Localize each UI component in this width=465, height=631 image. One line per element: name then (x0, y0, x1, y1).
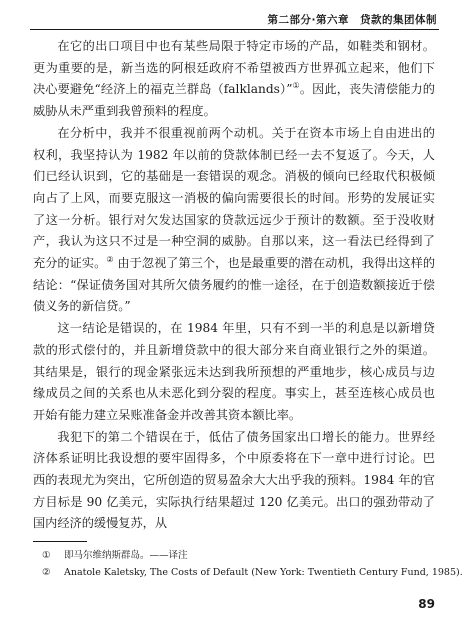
footnote-1-text: 即马尔维纳斯群岛。——译注 (64, 550, 188, 561)
footnote-ref-1[interactable]: ① (292, 81, 300, 91)
footnote-ref-2[interactable]: ② (106, 254, 114, 264)
paragraph-2 (33, 123, 435, 318)
paragraph-1 (33, 36, 435, 123)
footnote-2-mark: ② (42, 567, 51, 578)
footnote-2-text: Anatole Kaletsky, The Costs of Default (New York: Twentieth Century Fund, 1985). (64, 567, 463, 578)
footnote-2 (42, 564, 463, 581)
paragraph-2-tail: 由于忽视了第三个，也是最重要的潜在动机，我得出这样的结论：“保证债务国对其所欠债务履约的惟一途径，在于创造数额接近于偿债义务的新信贷。” (33, 256, 436, 314)
footnote-1-mark: ① (42, 550, 51, 561)
paragraph-4-text: 我犯下的第二个错误在于，低估了债务国家出口增长的能力。世界经济体系证明比我设想的要牢固得多，个中原委将在下一章中进行讨论。巴西的表现尤为突出，它所创造的贸易盈余大大出乎我的预料。1984 年的官方目标是 90 亿美元，实际执行结果超过 120 亿美元。出口的强劲带动了国内经济的缓慢复苏，从 (33, 429, 435, 531)
page-number: 89 (418, 597, 435, 611)
footnotes (42, 547, 463, 581)
paragraph-3-text: 这一结论是错误的，在 1984 年里，只有不到一半的利息是以新增贷款的形式偿付的，并且新增贷款中的很大部分来自商业银行之外的渠道。其结果是，银行的现金紧张远未达到我所预想的严重地步，核心成员与边缘成员之间的关系也从未恶化到分裂的程度。事实上，甚至连核心成员也开始有能力建立呆账准备金并改善其资本额比率。 (33, 321, 435, 422)
paragraph-4 (33, 427, 435, 536)
paragraph-2-text: 在分析中，我并不很重视前两个动机。关于在资本市场上自由进出的权利，我坚持认为 1982 年以前的贷款体制已经一去不复返了。今天，人们已经认识到，它的基础是一套错误的观念。消极的倾向已经取代积极倾向占了上风，而要克服这一消极的偏向需要很长的时间。形势的发展证实了这一分析。银行对欠发达国家的贷款远远少于预计的数额。至于没收财产，我认为这只不过是一种空洞的威胁。自那以来，这一看法已经得到了充分的证实。 (33, 125, 435, 271)
paragraph-1-tail: 。因此，丧失清偿能力的威胁从未严重到我曾预料的程度。 (33, 82, 435, 119)
running-header: 第二部分·第六章 贷款的集团体制 (267, 14, 437, 26)
paragraph-1-text: 在它的出口项目中也有某些局限于特定市场的产品，如鞋类和钢材。更为重要的是，新当选的阿根廷政府不希望被西方世界孤立起来，他们下决心要避免“经济上的福克兰群岛（falklands）” (33, 39, 435, 97)
header-rule (30, 29, 439, 30)
footnote-rule (33, 541, 87, 542)
body-text (33, 36, 435, 535)
footnote-1 (42, 547, 437, 564)
paragraph-3 (33, 318, 435, 427)
